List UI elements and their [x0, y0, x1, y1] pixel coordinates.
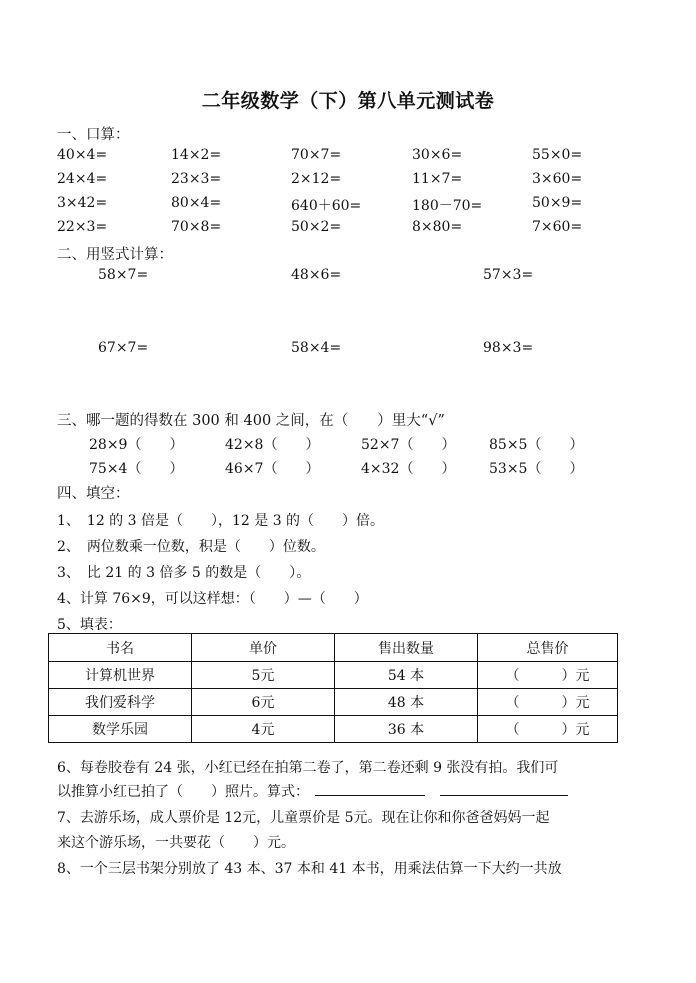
oral-item: 22×3=: [57, 219, 108, 235]
choice-item[interactable]: 53×5（ ）: [489, 461, 584, 477]
table-row: [49, 689, 618, 716]
table-cell: 4元: [192, 716, 335, 743]
oral-item: 30×6=: [412, 147, 463, 163]
oral-item: 70×7=: [291, 147, 342, 163]
oral-item: 640＋60=: [291, 198, 362, 214]
fill-question-6-text: 以推算小红已拍了（ ）照片。算式：: [57, 784, 309, 800]
vertical-calc-item: 48×6=: [291, 267, 342, 283]
choice-item[interactable]: 52×7（ ）: [361, 437, 456, 453]
choice-item[interactable]: 75×4（ ）: [89, 461, 184, 477]
formula-blank-2[interactable]: [440, 781, 568, 796]
page-title: 二年级数学（下）第八单元测试卷: [201, 90, 495, 112]
oral-item: 8×80=: [412, 219, 463, 235]
table-cell: 数学乐园: [49, 716, 192, 743]
table-cell: 计算机世界: [49, 662, 192, 689]
fill-question-2: 2、 两位数乘一位数，积是（ ）位数。: [57, 539, 325, 555]
vertical-calc-item: 67×7=: [98, 340, 149, 356]
fill-question-5: 5、填表：: [57, 617, 122, 633]
vertical-calc-item: 58×4=: [291, 340, 342, 356]
vertical-calc-item: 57×3=: [483, 267, 534, 283]
oral-item: 24×4=: [57, 171, 108, 187]
table-header-cell: 书名: [49, 634, 192, 662]
oral-item: 2×12=: [291, 171, 342, 187]
table-cell: 54 本: [335, 662, 478, 689]
oral-item: 7×60=: [532, 219, 583, 235]
oral-item: 11×7=: [412, 171, 463, 187]
section-3-heading: 三、哪一题的得数在 300 和 400 之间，在（ ）里大“√”: [57, 413, 445, 429]
oral-item: 3×60=: [532, 171, 583, 187]
fill-question-4: 4、计算 76×9，可以这样想：（ ）—（ ）: [57, 591, 368, 607]
fill-question-3: 3、 比 21 的 3 倍多 5 的数是（ ）。: [57, 565, 311, 581]
fill-question-8-line-1: 8、一个三层书架分别放了 43 本、37 本和 41 本书，用乘法估算一下大约一共放: [57, 861, 562, 877]
oral-item: 50×9=: [532, 195, 583, 211]
table-answer-cell[interactable]: （ ）元: [478, 689, 618, 716]
oral-item: 40×4=: [57, 147, 108, 163]
choice-item[interactable]: 85×5（ ）: [489, 437, 584, 453]
fill-question-1: 1、 12 的 3 倍是（ ），12 是 3 的（ ）倍。: [57, 513, 385, 529]
table-header-cell: 单价: [192, 634, 335, 662]
table-cell: 36 本: [335, 716, 478, 743]
choice-item[interactable]: 46×7（ ）: [225, 461, 320, 477]
fill-question-7-line-2: 来这个游乐场，一共要花（ ）元。: [57, 835, 295, 851]
section-4-heading: 四、填空：: [57, 486, 130, 502]
table-row: [49, 662, 618, 689]
section-1-heading: 一、口算：: [57, 127, 130, 143]
oral-item: 180－70=: [412, 198, 483, 214]
choice-item[interactable]: 4×32（ ）: [361, 461, 456, 477]
section-2-heading: 二、用竖式计算：: [57, 247, 173, 263]
table-header-cell: 售出数量: [335, 634, 478, 662]
oral-item: 14×2=: [171, 147, 222, 163]
fill-question-6-line-2: [57, 781, 568, 801]
table-answer-cell[interactable]: （ ）元: [478, 716, 618, 743]
table-header-row: [49, 634, 618, 662]
vertical-calc-item: 58×7=: [98, 267, 149, 283]
table-cell: 48 本: [335, 689, 478, 716]
table-row: [49, 716, 618, 743]
table-cell: 5元: [192, 662, 335, 689]
formula-blank-1[interactable]: [315, 781, 425, 796]
oral-item: 3×42=: [57, 195, 108, 211]
oral-item: 23×3=: [171, 171, 222, 187]
oral-item: 70×8=: [171, 219, 222, 235]
oral-item: 55×0=: [532, 147, 583, 163]
oral-item: 50×2=: [291, 219, 342, 235]
fill-question-6-line-1: 6、每卷胶卷有 24 张，小红已经在拍第二卷了，第二卷还剩 9 张没有拍。我们可: [57, 760, 559, 776]
table-cell: 6元: [192, 689, 335, 716]
choice-item[interactable]: 28×9（ ）: [89, 437, 184, 453]
table-cell: 我们爱科学: [49, 689, 192, 716]
table-answer-cell[interactable]: （ ）元: [478, 662, 618, 689]
oral-item: 80×4=: [171, 195, 222, 211]
vertical-calc-item: 98×3=: [483, 340, 534, 356]
book-sales-table: [48, 633, 618, 743]
table-header-cell: 总售价: [478, 634, 618, 662]
fill-question-7-line-1: 7、去游乐场，成人票价是 12元，儿童票价是 5元。现在让你和你爸爸妈妈一起: [57, 810, 550, 826]
choice-item[interactable]: 42×8（ ）: [225, 437, 320, 453]
